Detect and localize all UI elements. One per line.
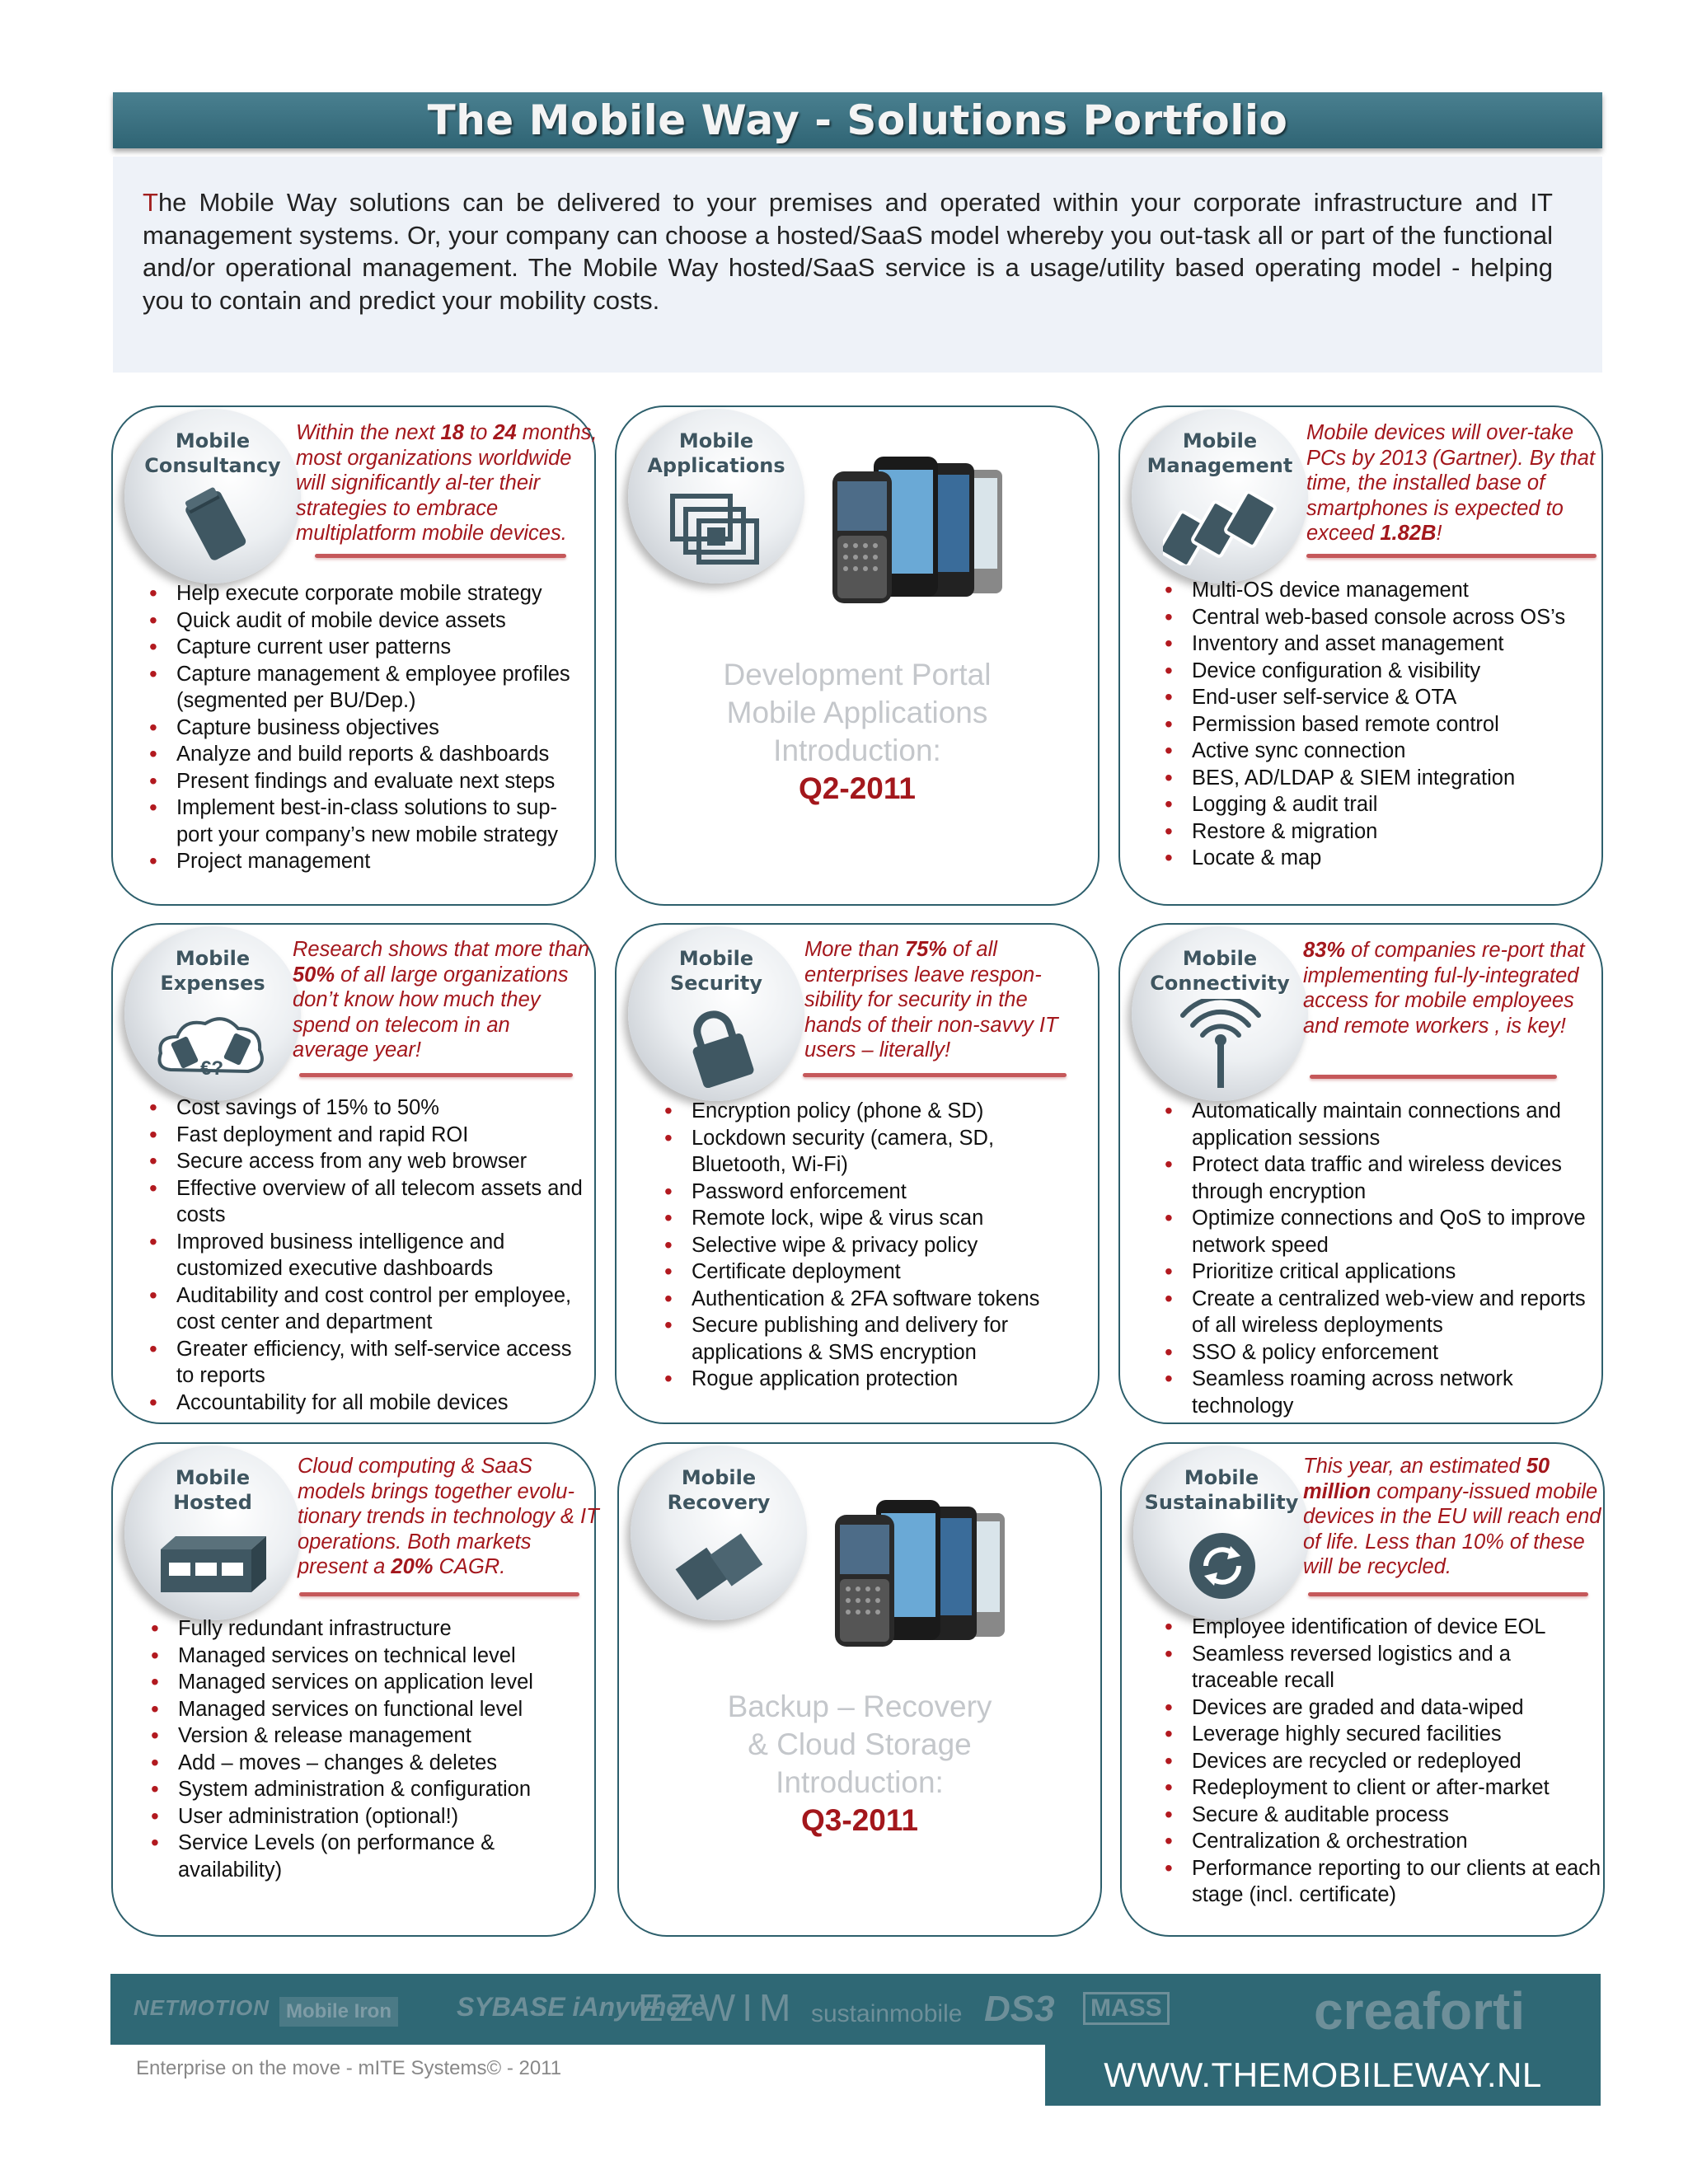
svg-text:€?: €? <box>200 1057 224 1080</box>
list-item: • Central web-based console across OS’s <box>1165 604 1601 631</box>
partner-logo: DS3 <box>984 1989 1055 2029</box>
list-item: • Password enforcement <box>664 1179 1093 1206</box>
intro-body: he Mobile Way solutions can be delivered to your premises and operated within your corporate infrastructure and IT management systems. Or, your company can choose a hosted/SaaS model whereby you out-task all or part of the functional and/or operational management. The Mobile Way hosted/SaaS service is a usage/utility based operating model - helping you to contain and predict your mobility costs. <box>143 188 1553 315</box>
quote-hosted: Cloud computing & SaaS models brings together evolu-tionary trends in technology & IT operations. Both markets present a 20% CAGR. <box>298 1455 599 1578</box>
intro-line: Backup – Recovery <box>727 1690 992 1723</box>
list-item: • Service Levels (on performance & availability) <box>151 1830 588 1883</box>
list-item: • Logging & audit trail <box>1165 791 1601 818</box>
list-item: • Devices are recycled or redeployed <box>1165 1748 1601 1775</box>
list-item: • BES, AD/LDAP & SIEM integration <box>1165 765 1601 792</box>
bullets-security <box>664 1098 1093 1393</box>
list-item: • Seamless roaming across network technology <box>1165 1366 1601 1419</box>
list-item: • Authentication & 2FA software tokens <box>664 1286 1093 1313</box>
partner-logo: Mobile Iron <box>279 1997 398 2027</box>
quote-consultancy: Within the next 18 to 24 months, most organizations worldwide will significantly al-ter their strategies to embrace multiplatform mobile devices. <box>296 421 598 545</box>
recycle-icon <box>1181 1525 1264 1607</box>
list-item: • Capture current user patterns <box>149 634 586 661</box>
intro-block-applications <box>617 656 1098 808</box>
quote-underline <box>315 554 566 558</box>
bullets-hosted <box>151 1615 588 1883</box>
card-hosted <box>111 1442 599 1937</box>
intro-line: & Cloud Storage <box>748 1727 972 1761</box>
website-banner <box>1045 2045 1601 2106</box>
intro-block-recovery <box>619 1688 1100 1840</box>
list-item: • Centralization & orchestration <box>1165 1828 1601 1855</box>
list-item: • Prioritize critical applications <box>1165 1258 1601 1286</box>
badge-label: Mobile Consultancy <box>144 429 281 477</box>
badge-management <box>1132 409 1308 583</box>
list-item: • Automatically maintain connections and application sessions <box>1165 1098 1601 1151</box>
list-item: • Protect data traffic and wireless devices through encryption <box>1165 1151 1601 1205</box>
quote-underline <box>1310 1075 1557 1079</box>
card-management <box>1118 405 1603 906</box>
partner-logo: NETMOTION <box>134 1995 270 2020</box>
padlock-icon <box>679 1005 758 1088</box>
badge-expenses <box>124 926 301 1101</box>
list-item: • Analyze and build reports & dashboards <box>149 741 586 768</box>
list-item: • Multi-OS device management <box>1165 577 1601 604</box>
website-url[interactable]: WWW.THEMOBILEWAY.NL <box>1104 2055 1542 2094</box>
intro-first-letter: T <box>143 188 158 217</box>
badge-hosted <box>124 1446 301 1620</box>
phone-icon <box>177 483 256 565</box>
list-item: • System administration & configuration <box>151 1776 588 1803</box>
list-item: • SSO & policy enforcement <box>1165 1339 1601 1366</box>
list-item: • Locate & map <box>1165 845 1601 872</box>
badge-connectivity <box>1132 926 1308 1101</box>
quote-underline <box>1306 554 1597 558</box>
list-item: • Present findings and evaluate next steps <box>149 768 586 795</box>
list-item: • Inventory and asset management <box>1165 630 1601 658</box>
badge-label: Mobile Expenses <box>160 947 265 995</box>
list-item: • Seamless reversed logistics and a traceable recall <box>1165 1641 1601 1694</box>
intro-line: Development Portal <box>723 658 992 691</box>
list-item: • Performance reporting to our clients at each stage (incl. certificate) <box>1165 1855 1601 1909</box>
bullets-consultancy <box>149 580 586 875</box>
intro-panel <box>113 157 1602 373</box>
list-item: • Quick audit of mobile device assets <box>149 607 586 635</box>
badge-label: Mobile Connectivity <box>1150 947 1290 995</box>
card-security <box>615 923 1100 1424</box>
intro-line: Introduction: <box>773 733 941 767</box>
bullets-connectivity <box>1165 1098 1601 1419</box>
quote-sustainability: This year, an estimated 50 million company-issued mobile devices in the EU will reach end of life. Less than 10% of these will be recycled. <box>1303 1455 1601 1578</box>
quote-underline <box>1308 1592 1588 1596</box>
list-item: • Accountability for all mobile devices <box>149 1390 586 1417</box>
list-item: • Secure publishing and delivery for applications & SMS encryption <box>664 1312 1093 1366</box>
partner-logo: creaforti <box>1314 1981 1526 2041</box>
list-item: • Permission based remote control <box>1165 711 1601 738</box>
list-item: • Managed services on technical level <box>151 1643 588 1670</box>
quote-security: More than 75% of all enterprises leave respon-sibility for security in the hands of their non-savvy IT users – literally! <box>804 938 1058 1062</box>
list-item: • Create a centralized web-view and reports of all wireless deployments <box>1165 1286 1601 1339</box>
list-item: • Capture management & employee profiles (segmented per BU/Dep.) <box>149 661 586 715</box>
list-item: • Secure & auditable process <box>1165 1802 1601 1829</box>
list-item: • Fully redundant infrastructure <box>151 1615 588 1643</box>
badge-consultancy <box>124 409 301 583</box>
list-item: • Remote lock, wipe & virus scan <box>664 1205 1093 1232</box>
list-item: • Encryption policy (phone & SD) <box>664 1098 1093 1125</box>
server-icon <box>157 1531 270 1597</box>
badge-label: Mobile Security <box>669 947 763 995</box>
bullets-sustainability <box>1165 1614 1601 1909</box>
partner-logo-bar <box>110 1974 1601 2045</box>
list-item: • Managed services on functional level <box>151 1696 588 1723</box>
cubes-icon <box>670 1525 769 1607</box>
quote-underline <box>803 1073 1067 1077</box>
list-item: • Project management <box>149 848 586 875</box>
quote-underline <box>299 1592 579 1596</box>
card-applications <box>615 405 1100 906</box>
quarter-label: Q2-2011 <box>799 771 916 805</box>
badge-recovery <box>631 1446 807 1620</box>
badge-sustainability <box>1133 1446 1310 1620</box>
intro-line: Introduction: <box>776 1765 944 1799</box>
list-item: • Redeployment to client or after-market <box>1165 1774 1601 1802</box>
list-item: • Lockdown security (camera, SD, Bluetooth, Wi-Fi) <box>664 1125 1093 1179</box>
intro-text <box>143 186 1553 316</box>
badge-label: Mobile Recovery <box>667 1466 771 1514</box>
quote-expenses: Research shows that more than 50% of all large organizations don’t know how much they spend on telecom in an average year! <box>293 938 590 1062</box>
page-title: The Mobile Way - Solutions Portfolio <box>427 96 1288 144</box>
windows-grid-icon <box>669 491 760 565</box>
intro-line: Mobile Applications <box>726 696 988 729</box>
list-item: • Employee identification of device EOL <box>1165 1614 1601 1641</box>
list-item: • Capture business objectives <box>149 715 586 742</box>
quote-underline <box>299 1073 573 1077</box>
list-item: • User administration (optional!) <box>151 1803 588 1830</box>
partner-logo: sustainmobile <box>811 2000 963 2027</box>
list-item: • End-user self-service & OTA <box>1165 684 1601 711</box>
title-bar <box>113 92 1602 148</box>
list-item: • Active sync connection <box>1165 738 1601 765</box>
badge-label: Mobile Sustainability <box>1144 1466 1299 1514</box>
list-item: • Add – moves – changes & deletes <box>151 1750 588 1777</box>
bullets-expenses <box>149 1094 586 1416</box>
partner-logo: EZWIM <box>638 1986 798 2029</box>
bullets-management <box>1165 577 1601 872</box>
card-consultancy <box>111 405 596 906</box>
badge-security <box>628 926 804 1101</box>
list-item: • Certificate deployment <box>664 1258 1093 1286</box>
devices-icon <box>1163 491 1278 565</box>
quarter-label: Q3-2011 <box>801 1803 918 1837</box>
card-recovery <box>617 1442 1102 1937</box>
list-item: • Improved business intelligence and customized executive dashboards <box>149 1229 586 1282</box>
quote-connectivity: 83% of companies re-port that implementing ful-ly-integrated access for mobile employees and remote workers , is key! <box>1303 939 1585 1038</box>
list-item: • Devices are graded and data-wiped <box>1165 1694 1601 1722</box>
card-expenses <box>111 923 596 1424</box>
partner-logo: SYBASE iAnywhere <box>457 1992 706 2022</box>
badge-label: Mobile Hosted <box>173 1466 252 1514</box>
list-item: • Fast deployment and rapid ROI <box>149 1122 586 1149</box>
list-item: • Greater efficiency, with self-service access to reports <box>149 1336 586 1390</box>
list-item: • Selective wipe & privacy policy <box>664 1232 1093 1259</box>
list-item: • Auditability and cost control per employee, cost center and department <box>149 1282 586 1336</box>
list-item: • Restore & migration <box>1165 818 1601 846</box>
card-connectivity <box>1118 923 1603 1424</box>
list-item: • Device configuration & visibility <box>1165 658 1601 685</box>
list-item: • Help execute corporate mobile strategy <box>149 580 586 607</box>
list-item: • Secure access from any web browser <box>149 1148 586 1175</box>
smartphones-image <box>827 1497 1041 1653</box>
badge-label: Mobile Applications <box>647 429 785 477</box>
quote-management: Mobile devices will over-take PCs by 2013 (Gartner). By that time, the installed base of smartphones is expected to exceed 1.82B! <box>1306 421 1596 545</box>
list-item: • Leverage highly secured facilities <box>1165 1721 1601 1748</box>
list-item: • Rogue application protection <box>664 1366 1093 1393</box>
list-item: • Managed services on application level <box>151 1669 588 1696</box>
card-sustainability <box>1120 1442 1605 1937</box>
badge-label: Mobile Management <box>1146 429 1293 477</box>
list-item: • Effective overview of all telecom assets and costs <box>149 1175 586 1229</box>
list-item: • Version & release management <box>151 1722 588 1750</box>
footer-note: Enterprise on the move - mITE Systems© - 2011 <box>136 2057 562 2079</box>
antenna-icon <box>1173 999 1268 1090</box>
partner-logo: MASS <box>1083 1992 1170 2025</box>
smartphones-image <box>824 453 1039 610</box>
badge-applications <box>628 409 804 583</box>
cost-cloud-icon <box>152 1005 268 1088</box>
list-item: • Implement best-in-class solutions to sup-port your company’s new mobile strategy <box>149 794 586 848</box>
list-item: • Cost savings of 15% to 50% <box>149 1094 586 1122</box>
list-item: • Optimize connections and QoS to improve network speed <box>1165 1205 1601 1258</box>
